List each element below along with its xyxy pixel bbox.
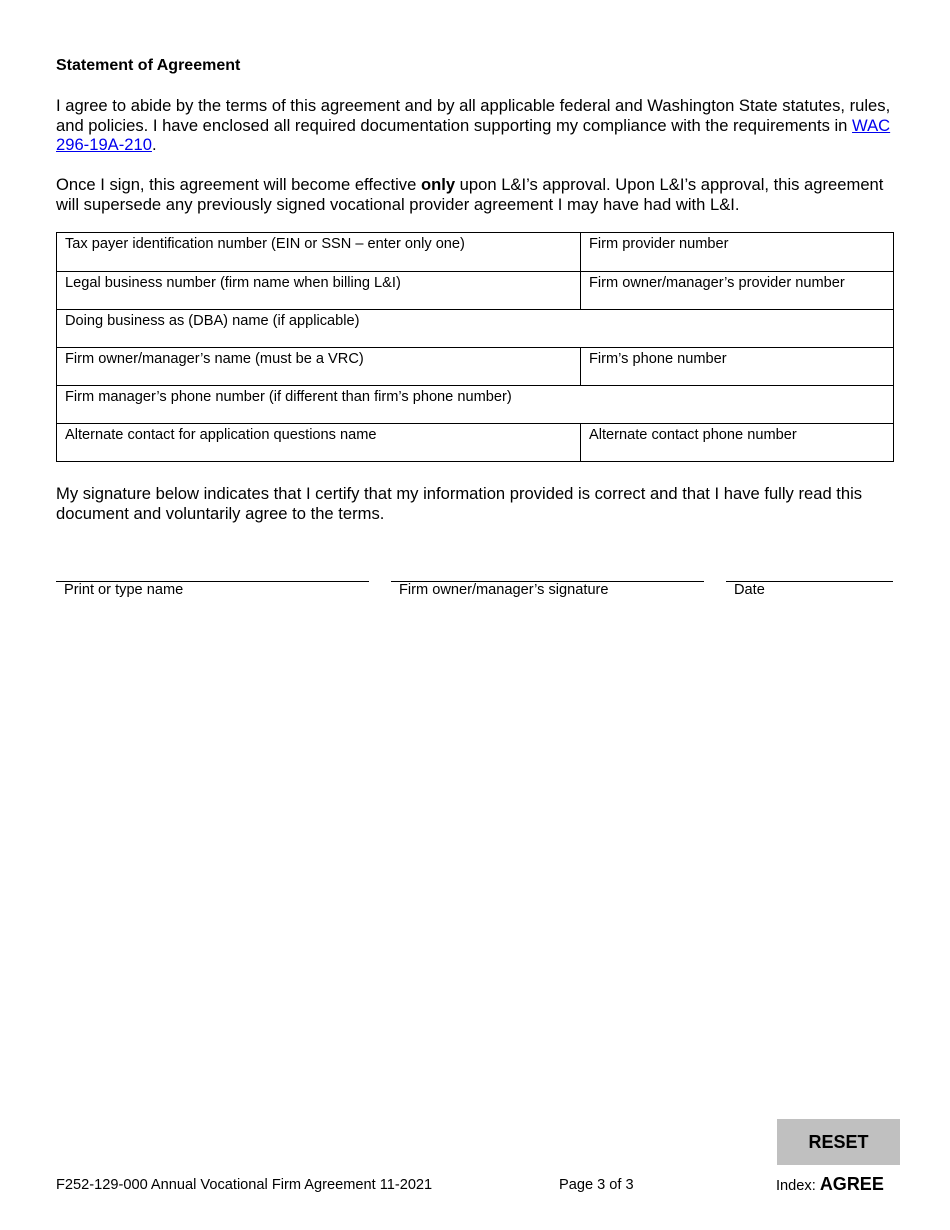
form-row <box>57 309 893 347</box>
field-label: Tax payer identification number (EIN or SSN – enter only one) <box>65 236 465 252</box>
index-label: Index: <box>776 1178 820 1194</box>
index <box>776 1174 884 1195</box>
manager-phone-field[interactable] <box>57 386 893 423</box>
owner-name-field[interactable] <box>57 348 581 385</box>
effective-paragraph <box>56 175 896 214</box>
field-label: Firm’s phone number <box>589 351 727 367</box>
agreement-text: I agree to abide by the terms of this agreement and by all applicable federal and Washington State statutes, rules, and policies. I have enclosed all required documentation supporting my compliance with the requirements in <box>56 96 891 135</box>
tax-id-input[interactable] <box>65 254 572 270</box>
wac-link[interactable]: WAC 296-19A-210 <box>56 115 891 154</box>
firm-provider-number-field[interactable] <box>581 233 893 271</box>
form-row <box>57 271 893 309</box>
certification-paragraph: My signature below indicates that I certify that my information provided is correct and that I have fully read this document and voluntarily agree to the terms. <box>56 484 863 523</box>
field-label: Alternate contact phone number <box>589 427 797 443</box>
owner-provider-number-field[interactable] <box>581 272 893 309</box>
legal-business-number-input[interactable] <box>65 292 572 308</box>
field-label: Alternate contact for application questions name <box>65 427 377 443</box>
alternate-contact-name-input[interactable] <box>65 444 572 460</box>
section-heading: Statement of Agreement <box>56 57 241 74</box>
firm-phone-field[interactable] <box>581 348 893 385</box>
field-label: Firm manager’s phone number (if different than firm’s phone number) <box>65 389 512 405</box>
field-label: Firm provider number <box>589 236 729 252</box>
signature-label: Firm owner/manager’s signature <box>399 582 609 598</box>
reset-button[interactable]: RESET <box>777 1119 900 1165</box>
effective-text: Once I sign, this agreement will become effective <box>56 175 421 194</box>
form-id: F252-129-000 Annual Vocational Firm Agreement 11-2021 <box>56 1177 433 1193</box>
dba-name-input[interactable] <box>65 330 885 346</box>
field-label: Firm owner/manager’s name (must be a VRC) <box>65 351 364 367</box>
page-number: Page 3 of 3 <box>559 1177 634 1193</box>
form-row <box>57 385 893 423</box>
firm-phone-input[interactable] <box>589 368 885 384</box>
firm-provider-number-input[interactable] <box>589 254 885 270</box>
form-row <box>57 423 893 461</box>
owner-name-input[interactable] <box>65 368 572 384</box>
alternate-contact-name-field[interactable] <box>57 424 581 461</box>
effective-text-end: upon L&I’s approval. Upon L&I’s approval, this agreement will supersede any previously signed vocational provider agreement I may have had with L&I. <box>56 175 884 214</box>
print-name-label: Print or type name <box>64 582 184 598</box>
agreement-text-end: . <box>151 135 157 154</box>
owner-provider-number-input[interactable] <box>589 292 885 308</box>
legal-business-number-field[interactable] <box>57 272 581 309</box>
provider-info-form <box>56 232 894 462</box>
field-label: Firm owner/manager’s provider number <box>589 275 845 291</box>
agreement-paragraph <box>56 96 896 155</box>
date-label: Date <box>734 582 765 598</box>
tax-id-field[interactable] <box>57 233 581 271</box>
form-row <box>57 347 893 385</box>
effective-bold: only <box>420 175 456 194</box>
field-label: Legal business number (firm name when billing L&I) <box>65 275 401 291</box>
manager-phone-input[interactable] <box>65 406 885 422</box>
dba-name-field[interactable] <box>57 310 893 347</box>
index-value: AGREE <box>819 1174 884 1194</box>
alternate-contact-phone-input[interactable] <box>589 444 885 460</box>
alternate-contact-phone-field[interactable] <box>581 424 893 461</box>
field-label: Doing business as (DBA) name (if applicable) <box>65 313 360 329</box>
form-row <box>57 233 893 271</box>
